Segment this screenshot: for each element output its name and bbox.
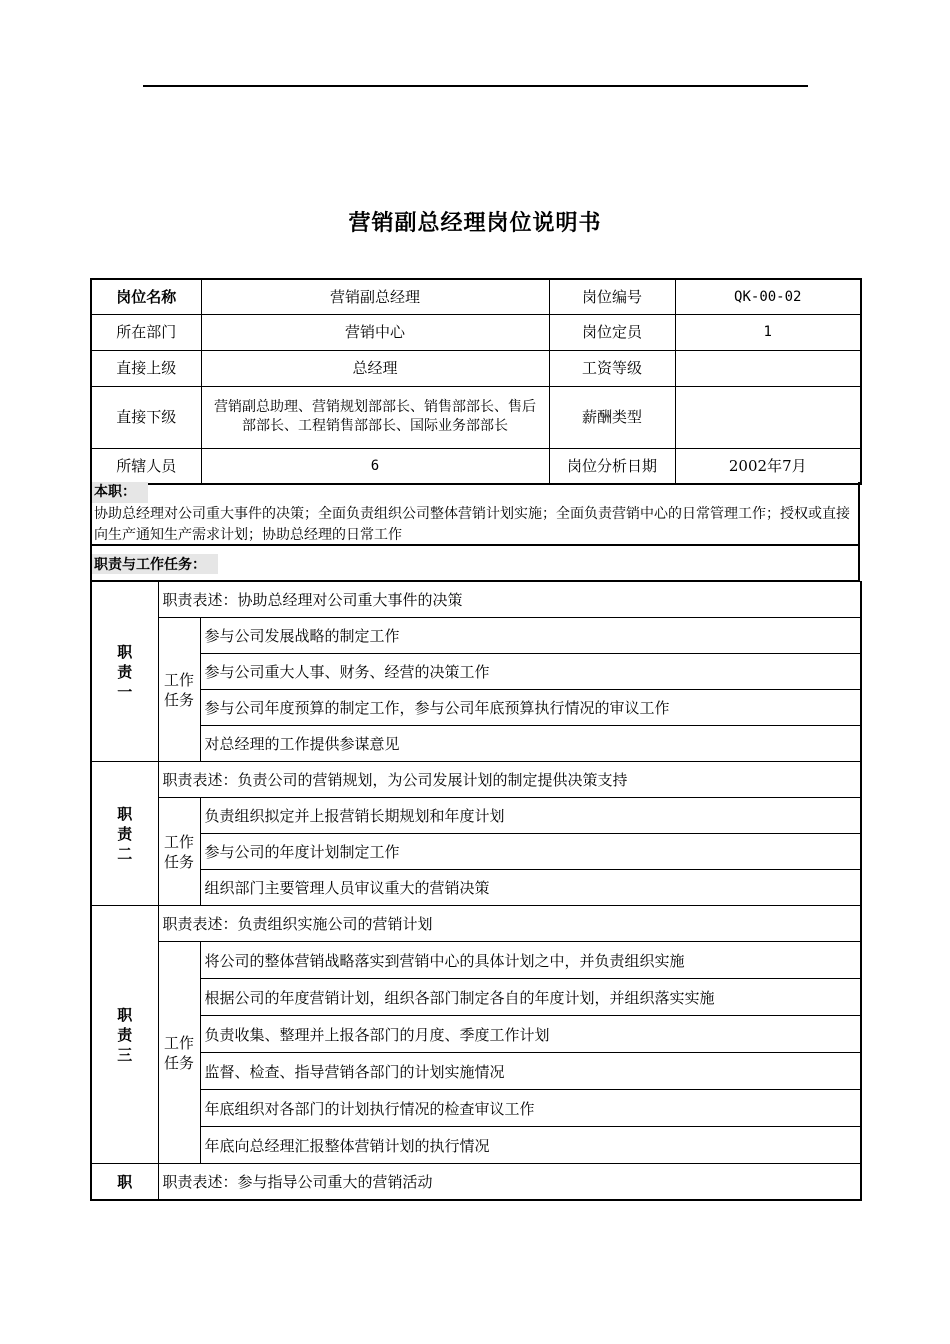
task-item: 将公司的整体营销战略落实到营销中心的具体计划之中，并负责组织实施 (200, 942, 861, 979)
table-row (91, 1164, 861, 1201)
resp-two-name: 职责二 (91, 762, 158, 906)
salary-grade-label: 工资等级 (549, 350, 675, 386)
headcount-label: 岗位定员 (549, 314, 675, 350)
table-row (91, 1127, 861, 1164)
task-item: 根据公司的年度营销计划，组织各部门制定各自的年度计划，并组织落实实施 (200, 979, 861, 1016)
task-item: 参与公司的年度计划制定工作 (200, 834, 861, 870)
task-item: 监督、检查、指导营销各部门的计划实施情况 (200, 1053, 861, 1090)
pay-type-label: 薪酬类型 (549, 386, 675, 448)
duty-section (90, 482, 860, 546)
superior-label: 直接上级 (91, 350, 201, 386)
position-name-label: 岗位名称 (91, 279, 201, 314)
pay-type-value (675, 386, 861, 448)
staff-count-label: 所辖人员 (91, 448, 201, 484)
task-item: 组织部门主要管理人员审议重大的营销决策 (200, 870, 861, 906)
tasks-header-label: 职责与工作任务： (92, 554, 218, 574)
table-row (91, 762, 861, 798)
subordinates-label: 直接下级 (91, 386, 201, 448)
resp-one-desc: 职责表述：协助总经理对公司重大事件的决策 (158, 582, 861, 618)
info-row (91, 386, 861, 448)
table-row (91, 1016, 861, 1053)
position-code-value: QK-00-02 (675, 279, 861, 314)
task-item: 年底组织对各部门的计划执行情况的检查审议工作 (200, 1090, 861, 1127)
resp-three-desc: 职责表述：负责组织实施公司的营销计划 (158, 906, 861, 942)
table-row (91, 906, 861, 942)
table-row (91, 618, 861, 654)
table-row (91, 582, 861, 618)
task-item: 对总经理的工作提供参谋意见 (200, 726, 861, 762)
info-row (91, 314, 861, 350)
department-label: 所在部门 (91, 314, 201, 350)
table-row (91, 1053, 861, 1090)
task-item: 参与公司年度预算的制定工作，参与公司年底预算执行情况的审议工作 (200, 690, 861, 726)
info-row (91, 279, 861, 314)
page-title: 营销副总经理岗位说明书 (348, 211, 602, 236)
position-info-table (90, 278, 862, 485)
subordinates-value: 营销副总助理、营销规划部部长、销售部部长、售后部部长、工程销售部部长、国际业务部部长 (201, 386, 549, 448)
work-task-label: 工作任务 (158, 942, 200, 1164)
resp-two-desc: 职责表述：负责公司的营销规划，为公司发展计划的制定提供决策支持 (158, 762, 861, 798)
table-row (91, 654, 861, 690)
superior-value: 总经理 (201, 350, 549, 386)
info-row (91, 448, 861, 484)
work-task-label: 工作任务 (158, 618, 200, 762)
task-item: 参与公司重大人事、财务、经营的决策工作 (200, 654, 861, 690)
responsibilities-table (90, 581, 862, 1201)
analysis-date-label: 岗位分析日期 (549, 448, 675, 484)
position-code-label: 岗位编号 (549, 279, 675, 314)
duty-text: 协助总经理对公司重大事件的决策；全面负责组织公司整体营销计划实施；全面负责营销中心的日常管理工作；授权或直接向生产通知生产需求计划；协助总经理的日常工作 (94, 506, 850, 543)
staff-count-value: 6 (201, 448, 549, 484)
info-row (91, 350, 861, 386)
table-row (91, 726, 861, 762)
headcount-value: 1 (675, 314, 861, 350)
resp-four-name: 职 (91, 1164, 158, 1201)
table-row (91, 690, 861, 726)
task-item: 负责收集、整理并上报各部门的月度、季度工作计划 (200, 1016, 861, 1053)
table-row (91, 1090, 861, 1127)
resp-one-name: 职责一 (91, 582, 158, 762)
position-name-value: 营销副总经理 (201, 279, 549, 314)
header-rule (143, 85, 808, 87)
salary-grade-value (675, 350, 861, 386)
work-task-label: 工作任务 (158, 798, 200, 906)
resp-three-name: 职责三 (91, 906, 158, 1164)
duty-label: 本职： (92, 482, 148, 503)
task-item: 负责组织拟定并上报营销长期规划和年度计划 (200, 798, 861, 834)
table-row (91, 979, 861, 1016)
resp-four-desc: 职责表述：参与指导公司重大的营销活动 (158, 1164, 861, 1201)
tasks-header (90, 546, 860, 581)
department-value: 营销中心 (201, 314, 549, 350)
table-row (91, 798, 861, 834)
table-row (91, 870, 861, 906)
table-row (91, 942, 861, 979)
analysis-date-value: 2002年7月 (675, 448, 861, 484)
task-item: 参与公司发展战略的制定工作 (200, 618, 861, 654)
table-row (91, 834, 861, 870)
task-item: 年底向总经理汇报整体营销计划的执行情况 (200, 1127, 861, 1164)
